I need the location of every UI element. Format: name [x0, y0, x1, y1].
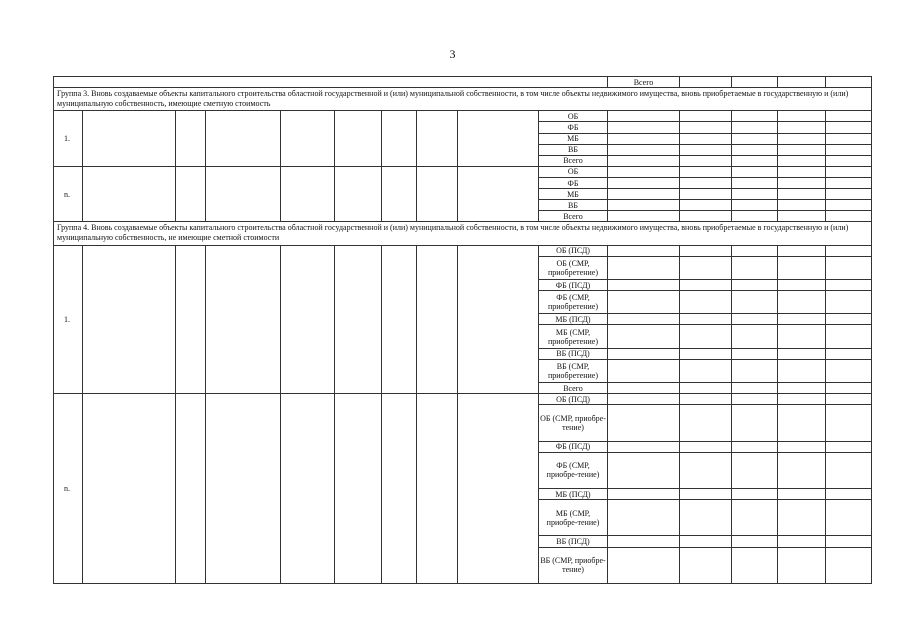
- value-cell: [732, 452, 778, 488]
- value-cell: [732, 291, 778, 314]
- value-cell: [608, 166, 680, 177]
- value-cell: [608, 394, 680, 405]
- value-cell: [680, 211, 732, 222]
- value-cell: [608, 200, 680, 211]
- source-cell: МБ: [539, 133, 608, 144]
- value-cell: [826, 405, 872, 441]
- value-cell: [680, 279, 732, 290]
- budget-table: [53, 76, 872, 584]
- value-cell: [608, 177, 680, 188]
- value-cell: [732, 122, 778, 133]
- value-cell: [680, 382, 732, 393]
- value-cell: [680, 394, 732, 405]
- value-cell: [608, 144, 680, 155]
- value-cell: [732, 177, 778, 188]
- value-cell: [680, 111, 732, 122]
- source-cell: ФБ: [539, 177, 608, 188]
- value-cell: [778, 245, 826, 256]
- source-cell: Всего: [539, 382, 608, 393]
- row-number: n.: [54, 394, 83, 584]
- value-cell: [608, 122, 680, 133]
- value-cell: [608, 314, 680, 325]
- value-cell: [826, 314, 872, 325]
- value-cell: [778, 144, 826, 155]
- source-cell: ОБ (ПСД): [539, 245, 608, 256]
- source-cell: ОБ (СМР, приобретение): [539, 256, 608, 279]
- value-cell: [680, 405, 732, 441]
- value-cell: [608, 325, 680, 348]
- blank-cell: [335, 111, 382, 167]
- value-cell: [680, 166, 732, 177]
- value-cell: [778, 200, 826, 211]
- value-cell: [680, 488, 732, 499]
- value-cell: [778, 211, 826, 222]
- blank-cell: [335, 166, 382, 222]
- value-cell: [826, 200, 872, 211]
- value-cell: [732, 144, 778, 155]
- source-cell: ОБ (СМР, приобре-тение): [539, 405, 608, 441]
- value-cell: [608, 441, 680, 452]
- value-cell: [826, 348, 872, 359]
- blank-cell: [382, 245, 417, 393]
- summary-row: [54, 77, 872, 88]
- value-cell: [778, 441, 826, 452]
- source-cell: ВБ (СМР, приобре-тение): [539, 547, 608, 583]
- value-cell: [826, 122, 872, 133]
- value-cell: [778, 348, 826, 359]
- source-cell: ВБ (ПСД): [539, 348, 608, 359]
- value-cell: [826, 189, 872, 200]
- value-cell: [608, 488, 680, 499]
- value-cell: [608, 133, 680, 144]
- source-cell: МБ (ПСД): [539, 488, 608, 499]
- value-cell: [732, 547, 778, 583]
- value-cell: [826, 279, 872, 290]
- blank-cell: [335, 245, 382, 393]
- value-cell: [778, 77, 826, 88]
- value-cell: [826, 256, 872, 279]
- value-cell: [826, 359, 872, 382]
- value-cell: [778, 500, 826, 536]
- blank-cell: [83, 166, 176, 222]
- value-cell: [778, 452, 826, 488]
- source-cell: ВБ (ПСД): [539, 536, 608, 547]
- blank-cell: [458, 166, 539, 222]
- value-cell: [778, 166, 826, 177]
- value-cell: [826, 144, 872, 155]
- source-cell: ВБ: [539, 144, 608, 155]
- value-cell: [732, 200, 778, 211]
- value-cell: [680, 200, 732, 211]
- page-number: 3: [449, 47, 456, 61]
- value-cell: [608, 359, 680, 382]
- blank-cell: [176, 394, 206, 584]
- blank-cell: [382, 111, 417, 167]
- value-cell: [680, 359, 732, 382]
- summary-blank-cell: [54, 77, 608, 88]
- row-number: 1.: [54, 111, 83, 167]
- value-cell: [732, 77, 778, 88]
- value-cell: [778, 547, 826, 583]
- source-cell: Всего: [539, 155, 608, 166]
- value-cell: [826, 211, 872, 222]
- group-header-row: [54, 88, 872, 111]
- value-cell: [732, 155, 778, 166]
- value-cell: [680, 547, 732, 583]
- value-cell: [680, 325, 732, 348]
- blank-cell: [417, 166, 458, 222]
- source-cell: МБ (СМР, приобре-тение): [539, 500, 608, 536]
- value-cell: [826, 536, 872, 547]
- value-cell: [680, 245, 732, 256]
- value-cell: [608, 348, 680, 359]
- value-cell: [732, 166, 778, 177]
- blank-cell: [281, 394, 335, 584]
- blank-cell: [206, 394, 281, 584]
- value-cell: [608, 189, 680, 200]
- value-cell: [778, 394, 826, 405]
- group-header-row: [54, 222, 872, 245]
- value-cell: [826, 452, 872, 488]
- value-cell: [778, 405, 826, 441]
- value-cell: [778, 291, 826, 314]
- value-cell: [608, 256, 680, 279]
- value-cell: [826, 111, 872, 122]
- value-cell: [608, 452, 680, 488]
- row-number: 1.: [54, 245, 83, 393]
- blank-cell: [417, 245, 458, 393]
- value-cell: [732, 382, 778, 393]
- value-cell: [778, 155, 826, 166]
- blank-cell: [281, 111, 335, 167]
- source-cell: ВБ (СМР, приобретение): [539, 359, 608, 382]
- value-cell: [608, 405, 680, 441]
- value-cell: [826, 441, 872, 452]
- blank-cell: [458, 111, 539, 167]
- source-cell: ОБ (ПСД): [539, 394, 608, 405]
- value-cell: [732, 256, 778, 279]
- blank-cell: [83, 111, 176, 167]
- source-cell: МБ (ПСД): [539, 314, 608, 325]
- row-number: n.: [54, 166, 83, 222]
- value-cell: [680, 256, 732, 279]
- value-cell: [680, 441, 732, 452]
- blank-cell: [417, 394, 458, 584]
- blank-cell: [458, 394, 539, 584]
- source-cell: Всего: [539, 211, 608, 222]
- blank-cell: [281, 245, 335, 393]
- blank-cell: [83, 394, 176, 584]
- value-cell: [826, 382, 872, 393]
- blank-cell: [176, 166, 206, 222]
- source-cell: ФБ (СМР, приобретение): [539, 291, 608, 314]
- value-cell: [778, 189, 826, 200]
- value-cell: [680, 177, 732, 188]
- blank-cell: [281, 166, 335, 222]
- value-cell: [732, 279, 778, 290]
- value-cell: [826, 155, 872, 166]
- value-cell: [732, 133, 778, 144]
- source-cell: ВБ: [539, 200, 608, 211]
- blank-cell: [206, 166, 281, 222]
- value-cell: [778, 122, 826, 133]
- group-title: Группа 3. Вновь создаваемые объекты капитального строительства областной государственной и (или) муниципальной собственности, в том числе объекты недвижимого имущества, вновь приобретаемые в государственную и (или) муниципальную собственность, имеющие сметную стоимость: [54, 88, 872, 111]
- value-cell: [680, 500, 732, 536]
- blank-cell: [176, 111, 206, 167]
- value-cell: [680, 536, 732, 547]
- value-cell: [732, 536, 778, 547]
- value-cell: [680, 144, 732, 155]
- value-cell: [608, 536, 680, 547]
- table-row: [54, 111, 872, 122]
- value-cell: [608, 500, 680, 536]
- source-cell: ОБ: [539, 111, 608, 122]
- value-cell: [608, 111, 680, 122]
- blank-cell: [206, 111, 281, 167]
- blank-cell: [382, 394, 417, 584]
- blank-cell: [83, 245, 176, 393]
- value-cell: [608, 291, 680, 314]
- value-cell: [778, 133, 826, 144]
- value-cell: [826, 394, 872, 405]
- value-cell: [732, 189, 778, 200]
- value-cell: [826, 77, 872, 88]
- value-cell: [608, 155, 680, 166]
- value-cell: [732, 314, 778, 325]
- value-cell: [732, 111, 778, 122]
- value-cell: [826, 325, 872, 348]
- value-cell: [826, 245, 872, 256]
- value-cell: [778, 177, 826, 188]
- source-cell: ФБ (ПСД): [539, 441, 608, 452]
- value-cell: [680, 314, 732, 325]
- table-row: [54, 166, 872, 177]
- table-row: [54, 245, 872, 256]
- value-cell: [680, 291, 732, 314]
- value-cell: [680, 189, 732, 200]
- value-cell: [680, 348, 732, 359]
- value-cell: [608, 245, 680, 256]
- value-cell: [608, 279, 680, 290]
- value-cell: [778, 314, 826, 325]
- value-cell: [826, 177, 872, 188]
- value-cell: [608, 211, 680, 222]
- value-cell: [732, 348, 778, 359]
- value-cell: [778, 488, 826, 499]
- source-cell: ФБ (ПСД): [539, 279, 608, 290]
- value-cell: [732, 500, 778, 536]
- value-cell: [778, 536, 826, 547]
- value-cell: [778, 256, 826, 279]
- value-cell: [732, 245, 778, 256]
- value-cell: [732, 488, 778, 499]
- source-cell: МБ: [539, 189, 608, 200]
- value-cell: [680, 122, 732, 133]
- value-cell: [826, 547, 872, 583]
- blank-cell: [417, 111, 458, 167]
- value-cell: [732, 394, 778, 405]
- blank-cell: [382, 166, 417, 222]
- source-cell: ФБ: [539, 122, 608, 133]
- value-cell: [778, 279, 826, 290]
- value-cell: [826, 133, 872, 144]
- value-cell: [778, 111, 826, 122]
- value-cell: [680, 155, 732, 166]
- value-cell: [826, 291, 872, 314]
- blank-cell: [335, 394, 382, 584]
- value-cell: [680, 452, 732, 488]
- value-cell: [608, 382, 680, 393]
- value-cell: [732, 325, 778, 348]
- blank-cell: [176, 245, 206, 393]
- value-cell: [680, 133, 732, 144]
- value-cell: [732, 359, 778, 382]
- value-cell: [778, 359, 826, 382]
- value-cell: [778, 382, 826, 393]
- table-row: [54, 394, 872, 405]
- source-cell: МБ (СМР, приобретение): [539, 325, 608, 348]
- value-cell: [732, 441, 778, 452]
- source-cell: Всего: [608, 77, 680, 88]
- source-cell: ФБ (СМР, приобре-тение): [539, 452, 608, 488]
- value-cell: [826, 500, 872, 536]
- blank-cell: [206, 245, 281, 393]
- value-cell: [732, 211, 778, 222]
- group-title: Группа 4. Вновь создаваемые объекты капитального строительства областной государственной и (или) муниципальной собственности, в том числе объекты недвижимого имущества, вновь приобретаемые в государственную и (или) муниципальную собственность, не имеющие сметной стоимости: [54, 222, 872, 245]
- value-cell: [732, 405, 778, 441]
- value-cell: [826, 166, 872, 177]
- value-cell: [826, 488, 872, 499]
- value-cell: [608, 547, 680, 583]
- blank-cell: [458, 245, 539, 393]
- source-cell: ОБ: [539, 166, 608, 177]
- value-cell: [680, 77, 732, 88]
- value-cell: [778, 325, 826, 348]
